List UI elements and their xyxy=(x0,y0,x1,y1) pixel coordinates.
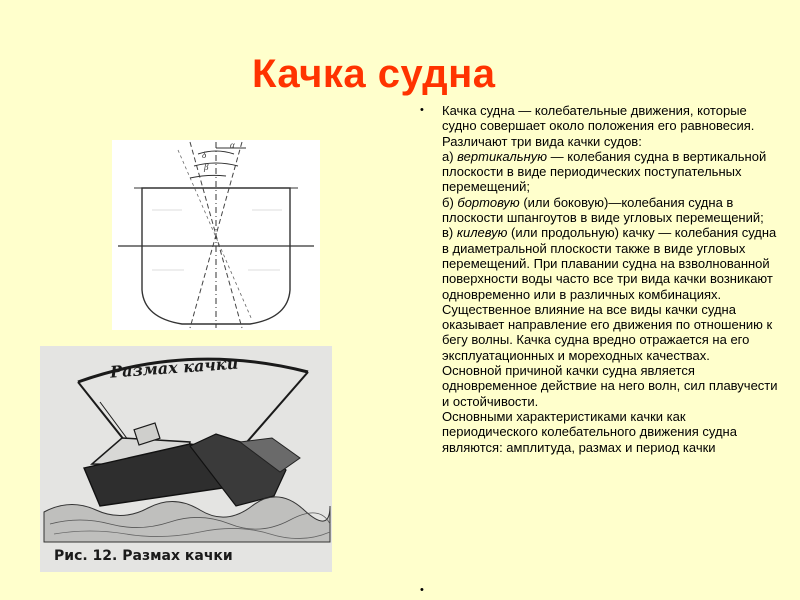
term-longitudinal: килевую xyxy=(456,225,508,241)
bullet-marker: • xyxy=(420,584,424,596)
paragraph-characteristics: Основными характеристиками качки как периодического колебательного движения судна являются: амплитуда, размах и период качки xyxy=(442,408,737,455)
hull-diagram-svg xyxy=(112,140,320,330)
bullet-marker: • xyxy=(420,104,424,116)
angle-label-b: β xyxy=(204,162,209,172)
term-vertical: вертикальную xyxy=(457,148,548,164)
slide-title: Качка судна xyxy=(252,52,496,96)
paragraph-definition: Качка судна — колебательные движения, которые судно совершает около положения его равновесия. Различают три вида качки судов: а) вертикальную — колебания судна в вертикальной плоскости в виде периодических поступательных перемещений; б) бортовую (или боковую)—колебания судна в плоскости шпангоутов в виде угловых перемещений; в) килевую (или продольную) качку — колебания судна в диаметральной плоскости также в виде угловых перемещений. При плавании судна на взволнованной поверхности воды часто все три вида качки возникают одновременно или в различных комбинациях. Существенное влияние на все виды качки судна оказывает направление его движения по отношению к бегу волны. Качка судна вредно отражается на его эксплуатационных и мореходных качествах. xyxy=(442,103,777,363)
roll-illustration-svg xyxy=(40,346,332,572)
amplitude-arc-caption: Размах качки xyxy=(109,353,239,382)
angle-label-a: α xyxy=(230,140,235,150)
hull-cross-section-diagram xyxy=(112,140,320,330)
angle-arc-3 xyxy=(190,175,226,178)
term-kachka: Качка xyxy=(442,103,477,118)
term-lateral: бортовую xyxy=(457,194,520,210)
paragraph-main-cause: Основной причиной качки судна является одновременное действие на него волн, сил плавучести и остойчивости. xyxy=(442,363,778,409)
figure-caption: Рис. 12. Размах качки xyxy=(54,548,233,564)
angle-label-d: δ xyxy=(202,150,207,160)
body-text xyxy=(442,103,782,455)
roll-amplitude-illustration xyxy=(40,346,332,572)
